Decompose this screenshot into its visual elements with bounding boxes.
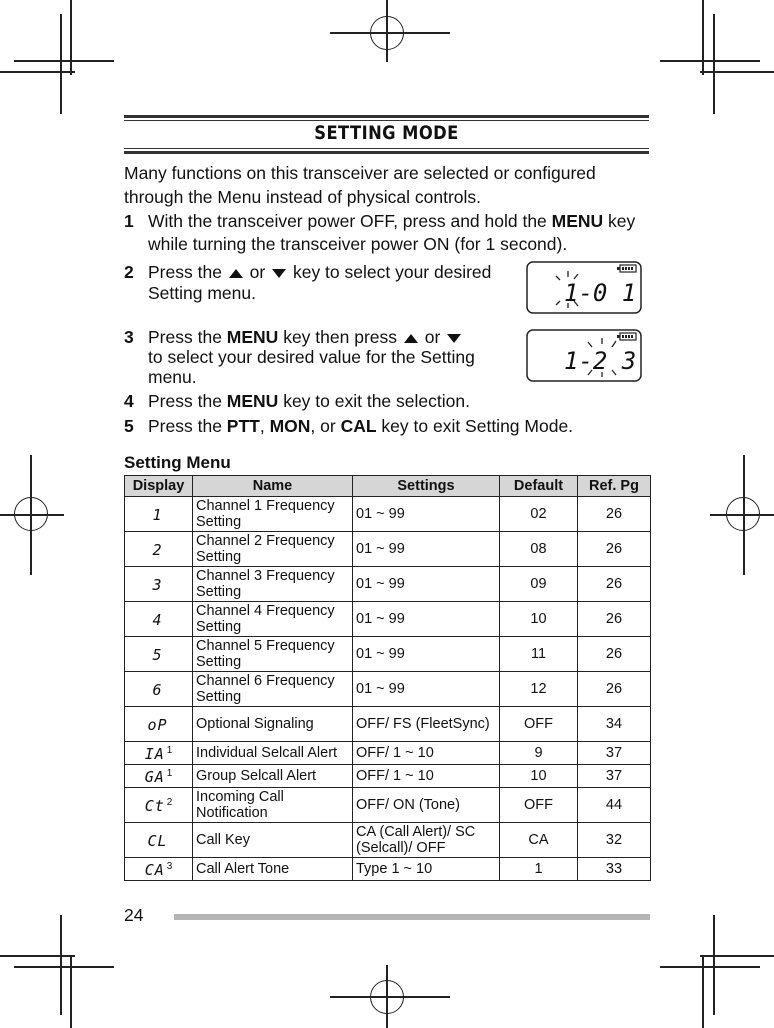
section-title-setting-menu: Setting Menu — [124, 453, 231, 472]
setting-default: OFF — [500, 788, 578, 823]
lcd-readout: 1-2 3 — [564, 347, 637, 375]
column-header-display: Display — [125, 476, 193, 497]
footnote-ref: 2 — [166, 797, 173, 809]
setting-default: 12 — [500, 672, 578, 707]
column-header-name: Name — [193, 476, 353, 497]
table-row — [125, 497, 651, 532]
step-number: 3 — [124, 327, 134, 347]
display-code: 4 — [152, 610, 163, 629]
setting-default: 09 — [500, 567, 578, 602]
setting-ref-page: 44 — [578, 788, 651, 823]
display-code: 2 — [152, 540, 163, 559]
table-row — [125, 788, 651, 823]
setting-values: 01 ~ 99 — [353, 602, 500, 637]
up-arrow-icon — [229, 269, 243, 278]
key-name-menu: MENU — [226, 327, 279, 347]
up-arrow-icon — [404, 334, 418, 343]
footnote-ref: 1 — [166, 768, 173, 780]
setting-name: Channel 2 Frequency Setting — [193, 532, 353, 567]
table-row — [125, 765, 651, 788]
setting-values: 01 ~ 99 — [353, 532, 500, 567]
display-code: Ct — [144, 796, 165, 815]
table-row — [125, 602, 651, 637]
setting-ref-page: 26 — [578, 497, 651, 532]
page-title: SETTING MODE — [314, 122, 459, 144]
setting-name: Channel 4 Frequency Setting — [193, 602, 353, 637]
setting-values: 01 ~ 99 — [353, 497, 500, 532]
setting-default: 1 — [500, 858, 578, 881]
setting-name: Call Key — [193, 823, 353, 858]
table-row — [125, 858, 651, 881]
table-row — [125, 707, 651, 742]
step-text: key then press — [278, 327, 402, 347]
heading-rule-bottom-thin — [124, 148, 649, 149]
lcd-display-2 — [526, 329, 642, 382]
heading-rule-top-thin — [124, 120, 649, 121]
setting-values: Type 1 ~ 10 — [353, 858, 500, 881]
setting-default: OFF — [500, 707, 578, 742]
step-text: or — [419, 327, 446, 347]
lcd-readout: 1-0 1 — [564, 279, 637, 307]
setting-ref-page: 37 — [578, 765, 651, 788]
setting-ref-page: 26 — [578, 532, 651, 567]
column-header-ref-pg: Ref. Pg — [578, 476, 651, 497]
step-text: to select your desired value for the Setting — [148, 347, 475, 367]
step-text: With the transceiver power OFF, press and hold the — [148, 211, 552, 231]
table-row — [125, 567, 651, 602]
footer-bar — [174, 914, 650, 920]
setting-ref-page: 33 — [578, 858, 651, 881]
setting-default: 02 — [500, 497, 578, 532]
setting-name: Incoming Call Notification — [193, 788, 353, 823]
setting-ref-page: 34 — [578, 707, 651, 742]
step-number: 1 — [124, 211, 134, 231]
table-header-row — [125, 476, 651, 497]
setting-ref-page: 26 — [578, 567, 651, 602]
setting-values: OFF/ FS (FleetSync) — [353, 707, 500, 742]
table-row — [125, 637, 651, 672]
table-row — [125, 532, 651, 567]
step-text: key to select your desired — [288, 262, 492, 282]
page-number: 24 — [124, 905, 144, 925]
column-header-default: Default — [500, 476, 578, 497]
setting-default: 9 — [500, 742, 578, 765]
setting-default: 11 — [500, 637, 578, 672]
key-name-menu: MENU — [551, 211, 604, 231]
setting-name: Call Alert Tone — [193, 858, 353, 881]
down-arrow-icon — [272, 269, 286, 278]
setting-default: 10 — [500, 765, 578, 788]
column-header-settings: Settings — [353, 476, 500, 497]
lcd-display-1 — [526, 261, 642, 314]
display-code: IA — [144, 744, 165, 763]
setting-values: 01 ~ 99 — [353, 672, 500, 707]
footnote-ref: 3 — [166, 861, 173, 873]
step-number: 4 — [124, 391, 134, 411]
key-name-ptt: PTT — [226, 416, 260, 436]
heading-rule-top — [124, 115, 649, 118]
setting-values: OFF/ 1 ~ 10 — [353, 765, 500, 788]
setting-default: CA — [500, 823, 578, 858]
intro-paragraph: Many functions on this transceiver are selected or configured through the Menu instead of physical controls. — [124, 163, 596, 207]
step-text: key to exit the selection. — [278, 391, 470, 411]
step-text: Press the — [148, 416, 227, 436]
setting-default: 08 — [500, 532, 578, 567]
step-text: , or — [310, 416, 341, 436]
step-number: 2 — [124, 262, 134, 282]
display-code: oP — [147, 715, 168, 734]
step-number: 5 — [124, 416, 134, 436]
step-text: or — [244, 262, 271, 282]
setting-values: CA (Call Alert)/ SC (Selcall)/ OFF — [353, 823, 500, 858]
step-text: key to exit Setting Mode. — [376, 416, 574, 436]
setting-values: OFF/ ON (Tone) — [353, 788, 500, 823]
step-text: Press the — [148, 391, 227, 411]
setting-name: Channel 1 Frequency Setting — [193, 497, 353, 532]
display-code: 3 — [152, 575, 163, 594]
setting-values: OFF/ 1 ~ 10 — [353, 742, 500, 765]
display-code: 1 — [152, 505, 163, 524]
key-name-mon: MON — [269, 416, 311, 436]
key-name-menu: MENU — [226, 391, 279, 411]
down-arrow-icon — [447, 334, 461, 343]
setting-ref-page: 26 — [578, 602, 651, 637]
setting-ref-page: 32 — [578, 823, 651, 858]
setting-name: Channel 5 Frequency Setting — [193, 637, 353, 672]
display-code: 5 — [152, 645, 163, 664]
setting-name: Individual Selcall Alert — [193, 742, 353, 765]
step-text: Setting menu. — [148, 283, 256, 303]
setting-ref-page: 26 — [578, 637, 651, 672]
table-row — [125, 823, 651, 858]
table-row — [125, 672, 651, 707]
setting-values: 01 ~ 99 — [353, 567, 500, 602]
setting-ref-page: 26 — [578, 672, 651, 707]
step-text: menu. — [148, 367, 197, 387]
setting-name: Channel 3 Frequency Setting — [193, 567, 353, 602]
setting-name: Channel 6 Frequency Setting — [193, 672, 353, 707]
setting-name: Optional Signaling — [193, 707, 353, 742]
setting-ref-page: 37 — [578, 742, 651, 765]
display-code: 6 — [152, 680, 163, 699]
setting-name: Group Selcall Alert — [193, 765, 353, 788]
key-name-cal: CAL — [340, 416, 377, 436]
display-code: GA — [144, 767, 165, 786]
step-text: Press the — [148, 327, 227, 347]
setting-default: 10 — [500, 602, 578, 637]
heading-rule-bottom — [124, 151, 649, 154]
step-text: Press the — [148, 262, 227, 282]
table-row — [125, 742, 651, 765]
setting-menu-table — [124, 475, 651, 881]
display-code: CL — [147, 831, 168, 850]
step-text: , — [259, 416, 270, 436]
display-code: CA — [144, 860, 165, 879]
footnote-ref: 1 — [166, 745, 173, 757]
step-text: key while turning the transceiver power ON (for 1 second). — [148, 211, 636, 254]
setting-values: 01 ~ 99 — [353, 637, 500, 672]
